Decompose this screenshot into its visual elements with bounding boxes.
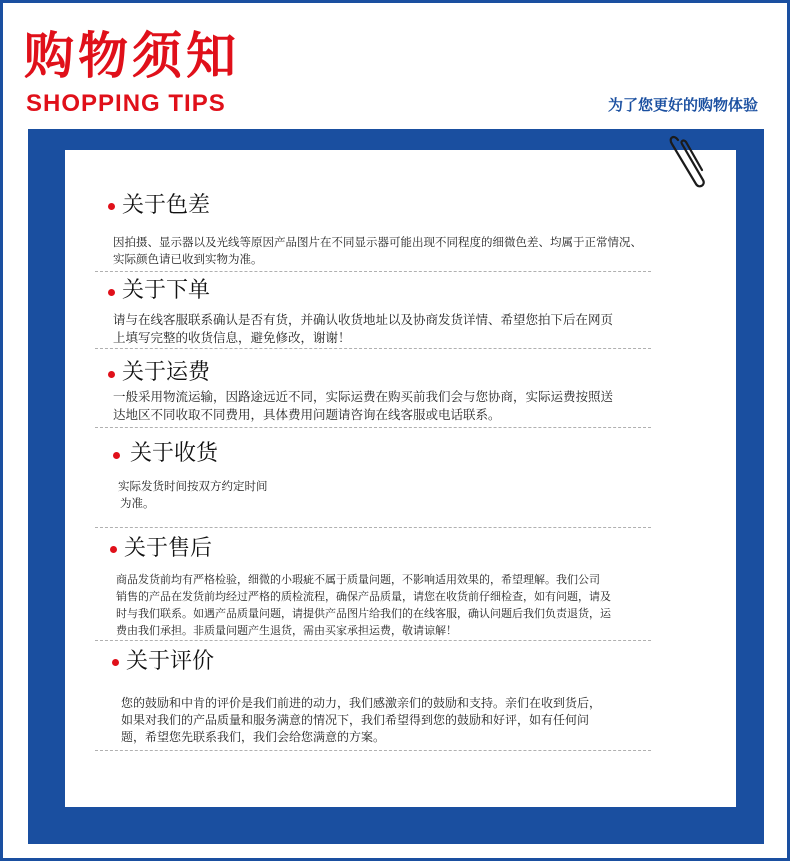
page-title-english: SHOPPING TIPS <box>26 90 226 117</box>
section-body-reviews <box>121 695 601 746</box>
section-title-color-difference: 关于色差 <box>122 193 211 218</box>
bullet-icon <box>108 371 115 378</box>
section-line: 题，希望您先联系我们，我们会给您满意的方案。 <box>121 730 386 744</box>
divider <box>95 427 651 428</box>
bullet-icon <box>110 546 117 553</box>
divider <box>95 527 651 528</box>
section-line: 您的鼓励和中肯的评价是我们前进的动力，我们感激亲们的鼓励和支持。亲们在收到货后， <box>121 696 602 710</box>
divider <box>95 348 651 349</box>
section-body-shipping <box>113 388 613 424</box>
bullet-icon <box>112 659 119 666</box>
section-title-receiving: 关于收货 <box>130 441 219 466</box>
section-body-ordering <box>113 311 613 347</box>
section-line: 请与在线客服联系确认是否有货，并确认收货地址以及协商发货详情、希望您拍下后在网页 <box>113 312 614 327</box>
bullet-icon <box>108 203 115 210</box>
section-body-after-sales <box>116 571 611 639</box>
section-body-receiving <box>118 478 268 512</box>
divider <box>95 271 651 272</box>
section-title-ordering: 关于下单 <box>122 278 211 303</box>
bullet-icon <box>108 289 115 296</box>
section-line: 销售的产品在发货前均经过严格的质检流程，确保产品质量，请您在收货前仔细检查，如有问题，请及 <box>116 590 611 603</box>
section-line: 因拍摄、显示器以及光线等原因产品图片在不同显示器可能出现不同程度的细微色差、均属于正常情况、 <box>113 235 642 249</box>
paperclip-icon <box>668 132 708 190</box>
section-line: 上填写完整的收货信息，避免修改，谢谢！ <box>113 330 351 345</box>
section-line: 实际颜色请已收到实物为准。 <box>113 252 263 266</box>
section-body-color-difference <box>113 234 642 268</box>
bullet-icon <box>113 452 120 459</box>
section-title-reviews: 关于评价 <box>126 649 215 674</box>
section-title-shipping: 关于运费 <box>122 360 211 385</box>
page-subtitle: 为了您更好的购物体验 <box>607 96 758 114</box>
section-line: 为准。 <box>120 496 155 510</box>
divider <box>95 640 651 641</box>
section-title-after-sales: 关于售后 <box>124 536 213 561</box>
section-line: 商品发货前均有严格检验，细微的小瑕疵不属于质量问题，不影响适用效果的，希望理解。我们公司 <box>116 573 600 586</box>
section-line: 如果对我们的产品质量和服务满意的情况下，我们希望得到您的鼓励和好评，如有任何问 <box>121 713 590 727</box>
section-line: 实际发货时间按双方约定时间 <box>118 479 268 493</box>
section-line: 时与我们联系。如遇产品质量问题，请提供产品图片给我们的在线客服，确认问题后我们负责退货，运 <box>116 607 611 620</box>
section-line: 费由我们承担。非质量问题产生退货，需由买家承担运费，敬请谅解！ <box>116 624 457 637</box>
divider <box>95 750 651 751</box>
section-line: 达地区不同收取不同费用，具体费用问题请咨询在线客服或电话联系。 <box>113 407 501 422</box>
page-title: 购物须知 <box>24 27 240 85</box>
section-line: 一般采用物流运输，因路途远近不同，实际运费在购买前我们会与您协商，实际运费按照送 <box>113 389 614 404</box>
